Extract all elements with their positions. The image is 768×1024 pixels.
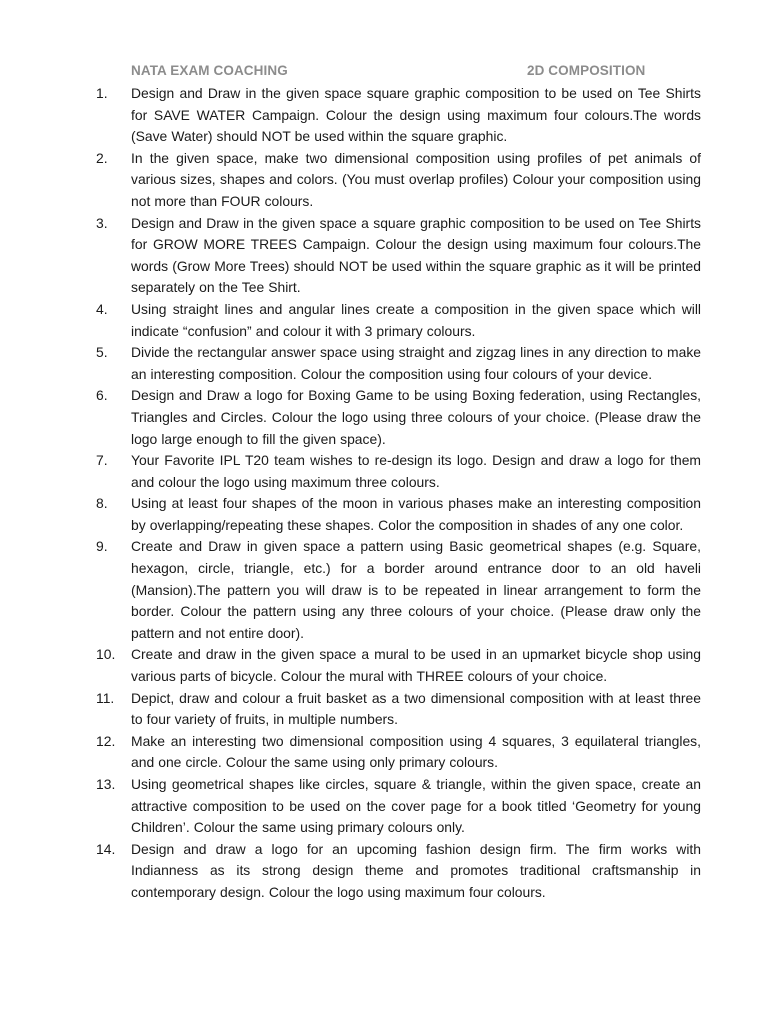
question-text: Create and draw in the given space a mural to be used in an upmarket bicycle shop using various parts of bicycle. Colour the mural with THREE colours of your choice.: [131, 646, 701, 685]
question-item: [96, 644, 701, 687]
question-number: 5.: [96, 344, 108, 361]
question-item: [96, 213, 701, 299]
question-text: Using straight lines and angular lines create a composition in the given space which will indicate “confusion” and colour it with 3 primary colours.: [131, 300, 701, 339]
question-item: [96, 839, 701, 904]
question-number: 13.: [96, 776, 116, 792]
question-text: Divide the rectangular answer space using straight and zigzag lines in any direction to make an interesting composition. Colour the composition using four colours of your device.: [131, 344, 701, 382]
question-item: [96, 493, 701, 536]
question-text: Design and Draw a logo for Boxing Game to be using Boxing federation, using Rectangles, Triangles and Circles. Colour the logo using three colours of your choice. (Please draw the logo large enough to fill the given space).: [131, 387, 701, 447]
question-number: 8.: [96, 495, 108, 512]
question-number: 6.: [96, 387, 108, 404]
question-item: [96, 774, 701, 839]
question-number: 3.: [96, 214, 108, 231]
question-text: Using geometrical shapes like circles, square & triangle, within the given space, create an attractive composition to be used on the cover page for a book titled ‘Geometry for young Children’. Colour the same using primary colours only.: [131, 776, 701, 836]
question-number: 10.: [96, 646, 116, 663]
question-item: [96, 688, 701, 731]
question-number: 4.: [96, 300, 108, 317]
question-number: 7.: [96, 452, 108, 469]
question-item: [96, 450, 701, 493]
question-text: Create and Draw in given space a pattern using Basic geometrical shapes (e.g. Square, hexagon, circle, triangle, etc.) for a border around entrance door to an old haveli (Mansion).The pattern you will draw is to be repeated in linear arrangement to form the border. Colour the pattern using any three colours of your choice. (Please draw only the pattern and not entire door).: [131, 538, 701, 641]
question-number: 9.: [96, 538, 108, 555]
question-number: 12.: [96, 732, 116, 749]
question-item: [96, 342, 701, 385]
question-list: [96, 83, 701, 904]
question-number: 11.: [96, 689, 115, 706]
question-number: 1.: [96, 85, 108, 101]
header-topic-title: 2D COMPOSITION: [527, 63, 646, 78]
question-text: In the given space, make two dimensional composition using profiles of pet animals of various sizes, shapes and colors. (You must overlap profiles) Colour your composition using not more than FOUR colours.: [131, 149, 701, 209]
question-item: [96, 536, 701, 644]
question-number: 2.: [96, 149, 108, 166]
question-text: Design and Draw in the given space square graphic composition to be used on Tee Shirts for SAVE WATER Campaign. Colour the design using maximum four colours.The words (Save Water) should NOT be used within the square graphic.: [131, 85, 701, 145]
question-number: 14.: [96, 840, 116, 857]
header-course-title: NATA EXAM COACHING: [131, 63, 288, 78]
question-item: [96, 731, 701, 774]
question-text: Design and Draw in the given space a square graphic composition to be used on Tee Shirts for GROW MORE TREES Campaign. Colour the design using maximum four colours.The words (Grow More Trees) should NOT be used within the square graphic as it will be printed separately on the Tee Shirt.: [131, 214, 701, 296]
question-item: [96, 299, 701, 342]
page-header: [131, 63, 701, 83]
question-text: Make an interesting two dimensional composition using 4 squares, 3 equilateral triangles, and one circle. Colour the same using only primary colours.: [131, 732, 701, 771]
question-text: Depict, draw and colour a fruit basket as a two dimensional composition with at least three to four variety of fruits, in multiple numbers.: [131, 689, 701, 728]
question-item: [96, 385, 701, 450]
question-item: [96, 148, 701, 213]
question-text: Using at least four shapes of the moon in various phases make an interesting composition by overlapping/repeating these shapes. Color the composition in shades of any one color.: [131, 495, 701, 533]
question-text: Your Favorite IPL T20 team wishes to re-design its logo. Design and draw a logo for them and colour the logo using maximum three colours.: [131, 452, 701, 490]
question-text: Design and draw a logo for an upcoming fashion design firm. The firm works with Indianness as its strong design theme and promotes traditional craftsmanship in contemporary design. Colour the logo using maximum four colours.: [131, 840, 701, 900]
question-item: [96, 83, 701, 148]
